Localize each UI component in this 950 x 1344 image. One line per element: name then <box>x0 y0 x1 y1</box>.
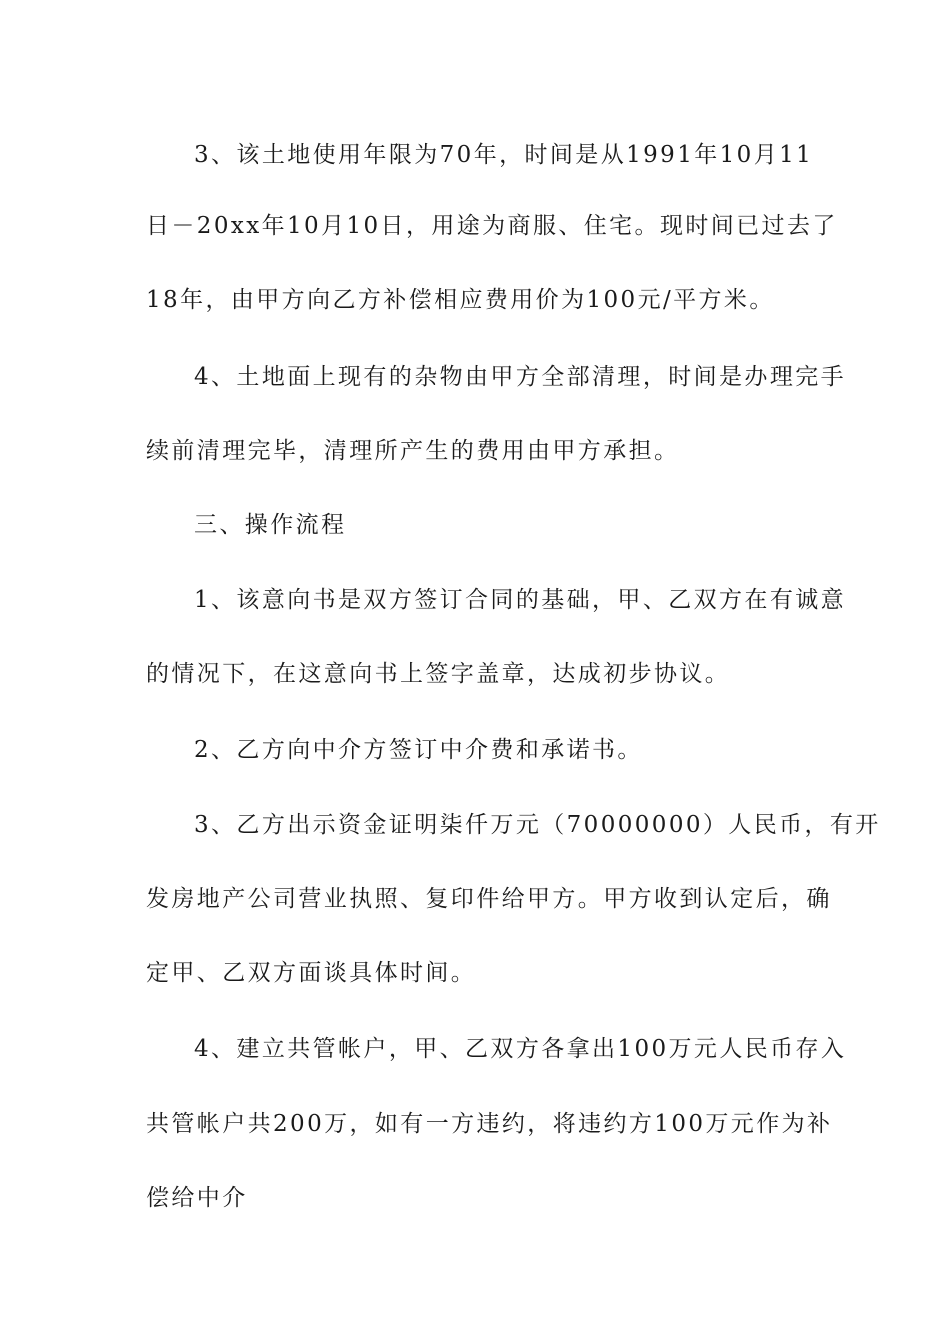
paragraph-line: 2、乙方向中介方签订中介费和承诺书。 <box>194 737 643 763</box>
paragraph-line: 4、土地面上现有的杂物由甲方全部清理，时间是办理完手 <box>194 364 847 390</box>
paragraph-line: 4、建立共管帐户，甲、乙双方各拿出100万元人民币存入 <box>194 1036 847 1062</box>
paragraph-line: 日－20xx年10月10日，用途为商服、住宅。现时间已过去了 <box>146 213 838 239</box>
paragraph-line: 18年，由甲方向乙方补偿相应费用价为100元/平方米。 <box>146 287 775 313</box>
paragraph-line: 定甲、乙双方面谈具体时间。 <box>146 960 477 986</box>
paragraph-line: 3、该土地使用年限为70年，时间是从1991年10月11 <box>194 142 814 168</box>
section-heading: 三、操作流程 <box>194 512 347 538</box>
paragraph-line: 3、乙方出示资金证明柒仟万元（70000000）人民币，有开 <box>194 812 881 838</box>
paragraph-line: 的情况下，在这意向书上签字盖章，达成初步协议。 <box>146 661 731 687</box>
paragraph-line: 续前清理完毕，清理所产生的费用由甲方承担。 <box>146 438 680 464</box>
paragraph-line: 共管帐户共200万，如有一方违约，将违约方100万元作为补 <box>146 1111 833 1137</box>
paragraph-line: 1、该意向书是双方签订合同的基础，甲、乙双方在有诚意 <box>194 587 847 613</box>
paragraph-line: 发房地产公司营业执照、复印件给甲方。甲方收到认定后，确 <box>146 886 832 912</box>
paragraph-line: 偿给中介 <box>146 1185 248 1211</box>
